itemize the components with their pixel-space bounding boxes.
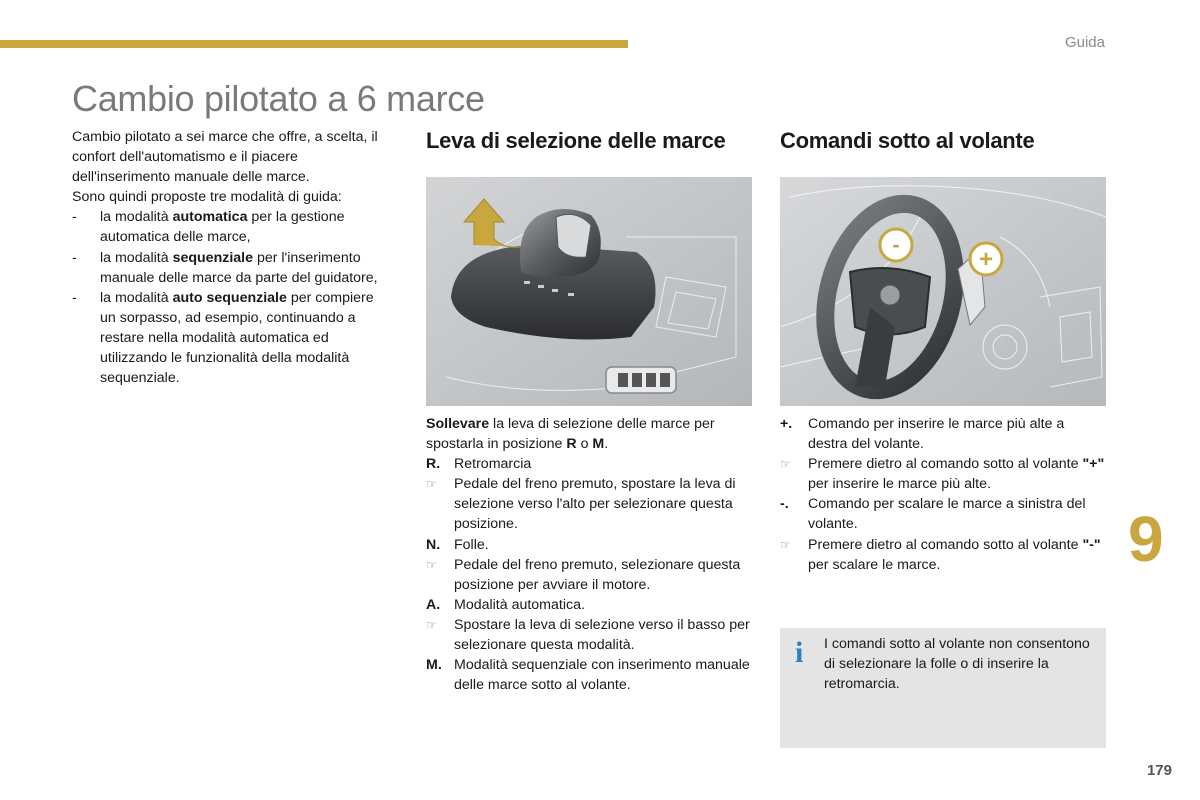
item-bold: auto sequenziale — [172, 289, 287, 306]
control-marker: -. — [780, 496, 789, 513]
item-text: per la gestione automatica delle marce, — [100, 209, 345, 246]
note-hand-icon: ☞ — [426, 557, 437, 572]
definition-item — [780, 414, 1106, 454]
item-bold: sequenziale — [172, 249, 253, 266]
lever-intro — [426, 414, 752, 454]
item-text: per inserire le marce più alte. — [808, 476, 991, 493]
position-marker: R. — [426, 456, 441, 473]
paddles-heading: Comandi sotto al volante — [780, 128, 1035, 153]
header-accent-bar — [0, 40, 628, 48]
page-title: Cambio pilotato a 6 marce — [72, 78, 485, 119]
item-text: Pedale del freno premuto, selezionare questa posizione per avviare il motore. — [454, 556, 741, 593]
section-label: Guida — [1064, 34, 1105, 51]
plus-symbol: + — [978, 246, 994, 273]
item-text: Retromarcia — [454, 456, 532, 473]
item-text: Spostare la leva di selezione verso il basso per selezionare questa modalità. — [454, 616, 750, 654]
intro-paragraph-2: Sono quindi proposte tre modalità di guida: — [72, 189, 342, 206]
definition-item — [780, 494, 1106, 534]
info-icon: i — [795, 636, 804, 669]
note-item — [780, 454, 1106, 494]
list-dash: - — [72, 289, 77, 306]
item-text: Modalità sequenziale con inserimento manuale delle marce sotto al volante. — [454, 657, 750, 694]
list-dash: - — [72, 249, 77, 266]
brand-logo-icon — [880, 285, 900, 305]
control-marker: +. — [780, 416, 793, 432]
note-hand-icon: ☞ — [780, 457, 791, 472]
mode-list-item — [72, 248, 392, 288]
mode-list-item — [72, 288, 392, 388]
note-hand-icon: ☞ — [780, 537, 791, 552]
item-text: la modalità — [100, 209, 173, 226]
intro-column — [72, 127, 392, 388]
knob-release-trigger — [556, 214, 591, 257]
position-marker: A. — [426, 596, 441, 613]
info-text: I comandi sotto al volante non consentono di selezionare la folle o di inserire la retromarcia. — [824, 636, 1090, 693]
lever-column — [426, 127, 752, 695]
item-text: la modalità — [100, 289, 173, 306]
page-number: 179 — [1146, 762, 1172, 779]
definition-item — [426, 535, 752, 555]
item-text: Modalità automatica. — [454, 596, 585, 613]
note-hand-icon: ☞ — [426, 617, 437, 632]
item-text: Comando per scalare le marce a sinistra del volante. — [808, 496, 1086, 533]
note-item — [426, 474, 752, 534]
item-bold: automatica — [172, 209, 248, 226]
switch-panel — [606, 367, 676, 393]
intro-bold: Sollevare — [426, 416, 490, 432]
item-text: Pedale del freno premuto, spostare la leva di selezione verso l'alto per selezionare questa posizione. — [454, 476, 736, 533]
mode-list-item — [72, 207, 392, 247]
item-text: Premere dietro al comando sotto al volante — [808, 456, 1083, 473]
item-text: Premere dietro al comando sotto al volante — [808, 536, 1083, 553]
intro-paragraph: Cambio pilotato a sei marce che offre, a scelta, il confort dell'automatismo e il piacere dell'inserimento manuale delle marce. — [72, 129, 378, 186]
position-marker: M. — [426, 657, 442, 674]
position-marker: N. — [426, 536, 441, 553]
item-text: la modalità — [100, 249, 173, 266]
item-text: per l'inserimento manuale delle marce da parte del guidatore, — [100, 249, 378, 286]
note-item — [426, 555, 752, 595]
steering-wheel-illustration — [780, 177, 1106, 406]
gear-lever-illustration — [426, 177, 752, 406]
paddles-column — [780, 127, 1106, 575]
intro-text: o — [576, 436, 593, 453]
info-box — [780, 628, 1106, 748]
item-bold: "-" — [1082, 536, 1101, 553]
lever-heading: Leva di selezione delle marce — [426, 128, 726, 153]
item-text: per scalare le marce. — [808, 556, 941, 573]
definition-item — [426, 655, 752, 695]
pos-r: R — [566, 436, 577, 453]
item-text: per compiere un sorpasso, ad esempio, continuando a restare nella modalità automatica ed utilizzando le funzionalità della modalità sequenziale. — [100, 289, 374, 387]
list-dash: - — [72, 209, 77, 226]
note-hand-icon: ☞ — [426, 477, 437, 492]
item-text: Comando per inserire le marce più alte a destra del volante. — [808, 416, 1065, 453]
intro-text: la leva di selezione delle marce per spostarla in posizione — [426, 416, 715, 453]
minus-symbol: - — [892, 232, 900, 257]
note-item — [426, 615, 752, 655]
chapter-number: 9 — [1128, 503, 1164, 575]
note-item — [780, 535, 1106, 575]
item-bold: "+" — [1082, 456, 1105, 473]
intro-text: . — [604, 436, 609, 453]
item-text: Folle. — [454, 536, 489, 553]
definition-item — [426, 454, 752, 474]
pos-m: M — [592, 436, 605, 453]
definition-item — [426, 595, 752, 615]
